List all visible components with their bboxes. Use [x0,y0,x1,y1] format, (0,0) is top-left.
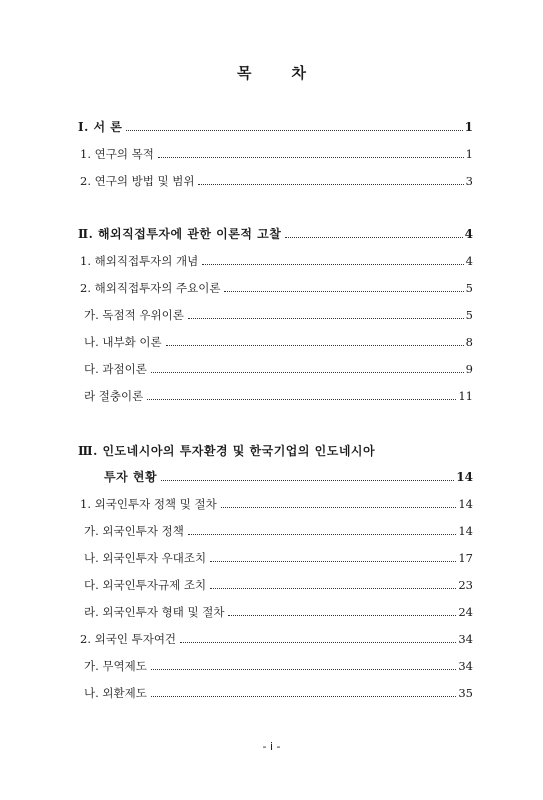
dot-leader [158,157,464,158]
toc-entry-page: 4 [465,254,473,268]
dot-leader [285,237,462,238]
toc-entry-section[interactable] [78,277,473,295]
toc-entry-chapter-2[interactable] [78,223,473,241]
dot-leader [210,561,456,562]
toc-entry-page: 3 [465,174,473,188]
toc-entry-label: 2. 해외직접투자의 주요이론 [80,281,221,295]
toc-entry-label: 1. 연구의 목적 [80,147,154,161]
toc-entry-subsection[interactable] [78,331,473,349]
page-title-char-1: 목 [237,64,252,82]
dot-leader [188,318,464,319]
dot-leader [147,399,456,400]
toc-entry-subsection[interactable] [78,574,473,592]
toc-entry-label: 나. 외환제도 [84,686,147,700]
page-title [0,62,543,83]
page-title-char-2: 차 [291,64,306,82]
toc-entry-label: 가. 독점적 우위이론 [84,308,184,322]
toc-entry-chapter-3-title[interactable]: Ⅲ. 인도네시아의 투자환경 및 한국기업의 인도네시아 [78,444,376,458]
toc-entry-page: 14 [458,497,473,511]
toc-entry-page: 8 [465,335,473,349]
toc-entry-subsection[interactable] [78,601,473,619]
toc-entry-label: Ⅰ. 서 론 [78,120,123,134]
dot-leader [202,264,463,265]
toc-entry-page: 4 [464,227,473,241]
toc-entry-page: 24 [458,605,473,619]
toc-entry-page: 1 [465,147,473,161]
dot-leader [180,642,456,643]
toc-entry-page: 5 [465,308,473,322]
dot-leader [224,291,463,292]
toc-entry-subsection[interactable] [78,385,473,403]
toc-entry-page: 11 [458,389,473,403]
toc-entry-label: 투자 현황 [104,470,158,484]
toc-entry-label: 1. 해외직접투자의 개념 [80,254,199,268]
toc-entry-subsection[interactable] [78,682,473,700]
toc-entry-subsection[interactable] [78,655,473,673]
toc-entry-section[interactable] [78,493,473,511]
toc-entry-label: 다. 과점이론 [84,362,147,376]
dot-leader [151,669,457,670]
toc-entry-page: 23 [458,578,473,592]
toc-entry-chapter-1[interactable] [78,116,473,134]
toc-entry-page: 14 [458,524,473,538]
toc-entry-page: 5 [465,281,473,295]
toc-entry-label: 다. 외국인투자규제 조치 [84,578,207,592]
toc-entry-page: 35 [458,686,473,700]
toc-entry-label: 나. 내부화 이론 [84,335,162,349]
dot-leader [198,184,463,185]
dot-leader [151,372,464,373]
toc-entry-page: 34 [458,659,473,673]
toc-entry-page: 14 [456,470,473,484]
toc-entry-chapter-3[interactable] [78,466,473,484]
toc-entry-subsection[interactable] [78,304,473,322]
toc-entry-label: 나. 외국인투자 우대조치 [84,551,207,565]
toc-entry-label: 가. 외국인투자 정책 [84,524,184,538]
dot-leader [210,588,456,589]
dot-leader [151,696,457,697]
toc-entry-subsection[interactable] [78,547,473,565]
toc-entry-subsection[interactable] [78,358,473,376]
toc-entry-label: 라. 외국인투자 형태 및 절차 [84,605,225,619]
toc-entry-subsection[interactable] [78,520,473,538]
page-number: - i - [262,740,281,753]
dot-leader [188,534,457,535]
toc-entry-label: 가. 무역제도 [84,659,147,673]
dot-leader [221,507,457,508]
toc-entry-label: 2. 외국인 투자여건 [80,632,177,646]
toc-entry-section[interactable] [78,628,473,646]
toc-entry-section[interactable] [78,250,473,268]
toc-entry-page: 34 [458,632,473,646]
toc-entry-label: 라 절충이론 [84,389,144,403]
dot-leader [228,615,456,616]
toc-entry-page: 9 [465,362,473,376]
dot-leader [166,345,464,346]
toc-entry-label: Ⅱ. 해외직접투자에 관한 이론적 고찰 [78,227,282,241]
dot-leader [161,480,454,481]
toc-entry-page: 1 [464,120,473,134]
toc-entry-section[interactable] [78,170,473,188]
toc-entry-section[interactable] [78,143,473,161]
toc-entry-label: 1. 외국인투자 정책 및 절차 [80,497,217,511]
toc-entry-page: 17 [458,551,473,565]
toc-entry-label: 2. 연구의 방법 및 범위 [80,174,195,188]
dot-leader [126,130,462,131]
